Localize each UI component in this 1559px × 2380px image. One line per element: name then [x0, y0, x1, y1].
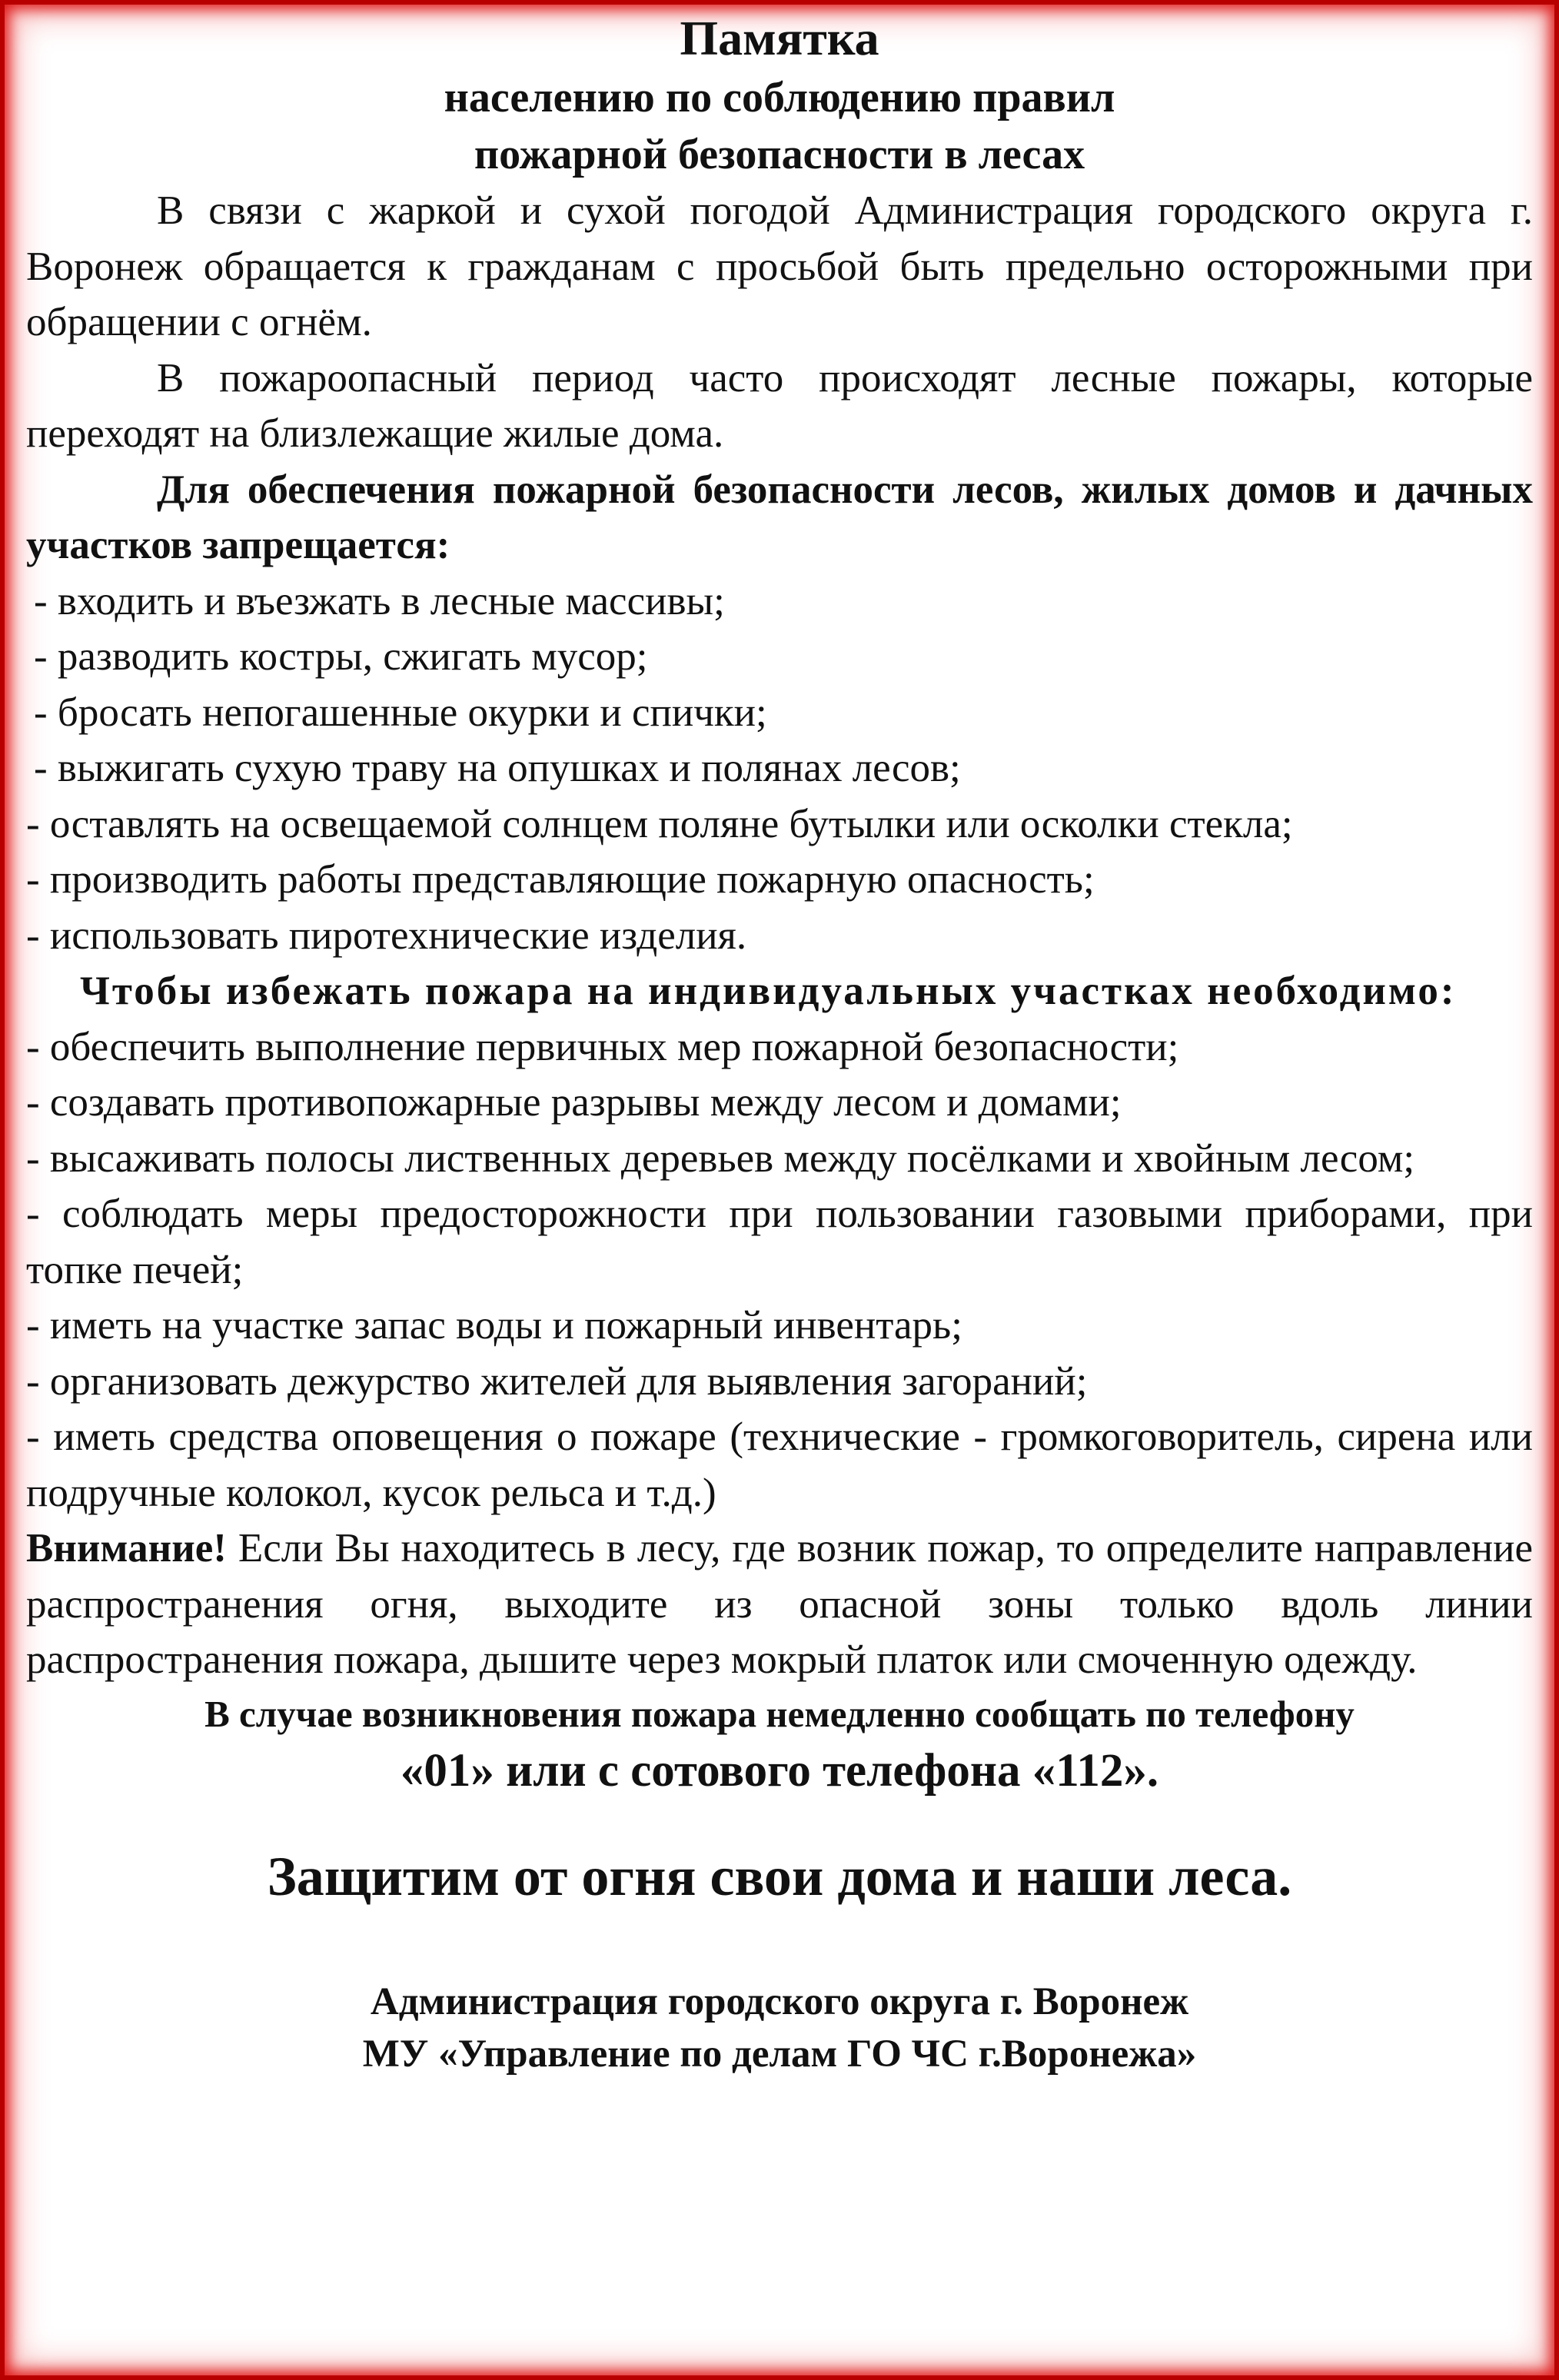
attention-label: Внимание!	[26, 1526, 227, 1571]
list-item: - иметь средства оповещения о пожаре (технические - громкоговоритель, сирена или подручные колокол, кусок рельса и т.д.)	[26, 1414, 1533, 1515]
list-item: - производить работы представляющие пожарную опасность;	[26, 857, 1095, 902]
required-heading: Чтобы избежать пожара на индивидуальных участках необходимо:	[80, 969, 1457, 1013]
intro-paragraph-2: В пожароопасный период часто происходят лесные пожары, которые переходят на близлежащие жилые дома.	[26, 355, 1533, 456]
prohibited-list	[26, 573, 1533, 964]
subtitle-line-1: населению по соблюдению правил	[444, 74, 1115, 121]
subtitle-line-2: пожарной безопасности в лесах	[474, 131, 1085, 178]
list-item: - использовать пиротехнические изделия.	[26, 912, 747, 958]
footer	[26, 1976, 1533, 2080]
memo-content	[26, 8, 1533, 2080]
list-item: - соблюдать меры предосторожности при пользовании газовыми приборами, при топке печей;	[26, 1192, 1533, 1292]
attention-text: Если Вы находитесь в лесу, где возник пожар, то определите направление распространения огня, выходите из опасной зоны только вдоль линии распространения пожара, дышите через мокрый платок или смоченную одежду.	[26, 1526, 1533, 1682]
call-line-2: «01» или с сотового телефона «112».	[400, 1744, 1159, 1797]
list-item: - входить и въезжать в лесные массивы;	[34, 578, 725, 623]
call-line-1: В случае возникновения пожара немедленно сообщать по телефону	[204, 1692, 1355, 1735]
attention-paragraph	[26, 1521, 1533, 1688]
list-item: - разводить костры, сжигать мусор;	[34, 634, 648, 679]
list-item: - бросать непогашенные окурки и спички;	[34, 690, 767, 735]
footer-line-1: Администрация городского округа г. Воронеж	[370, 1979, 1189, 2023]
required-list	[26, 1019, 1533, 1521]
page-title: Памятка	[680, 11, 879, 65]
list-item: - высаживать полосы лиственных деревьев между посёлками и хвойным лесом;	[26, 1135, 1415, 1181]
slogan: Защитим от огня свои дома и наши леса.	[267, 1845, 1292, 1907]
list-item: - создавать противопожарные разрывы между лесом и домами;	[26, 1080, 1122, 1125]
list-item: - иметь на участке запас воды и пожарный инвентарь;	[26, 1303, 962, 1348]
list-item: - обеспечить выполнение первичных мер пожарной безопасности;	[26, 1024, 1179, 1069]
list-item: - организовать дежурство жителей для выявления загораний;	[26, 1358, 1088, 1404]
list-item: - выжигать сухую траву на опушках и полянах лесов;	[34, 746, 961, 790]
list-item: - оставлять на освещаемой солнцем поляне бутылки или осколки стекла;	[26, 801, 1293, 846]
prohibited-heading: Для обеспечения пожарной безопасности лесов, жилых домов и дачных участков запрещается:	[26, 467, 1533, 567]
intro-paragraph-1: В связи с жаркой и сухой погодой Администрация городского округа г. Воронеж обращается к гражданам с просьбой быть предельно осторожными при обращении с огнём.	[26, 188, 1533, 344]
footer-line-2: МУ «Управление по делам ГО ЧС г.Воронежа»	[362, 2032, 1197, 2076]
